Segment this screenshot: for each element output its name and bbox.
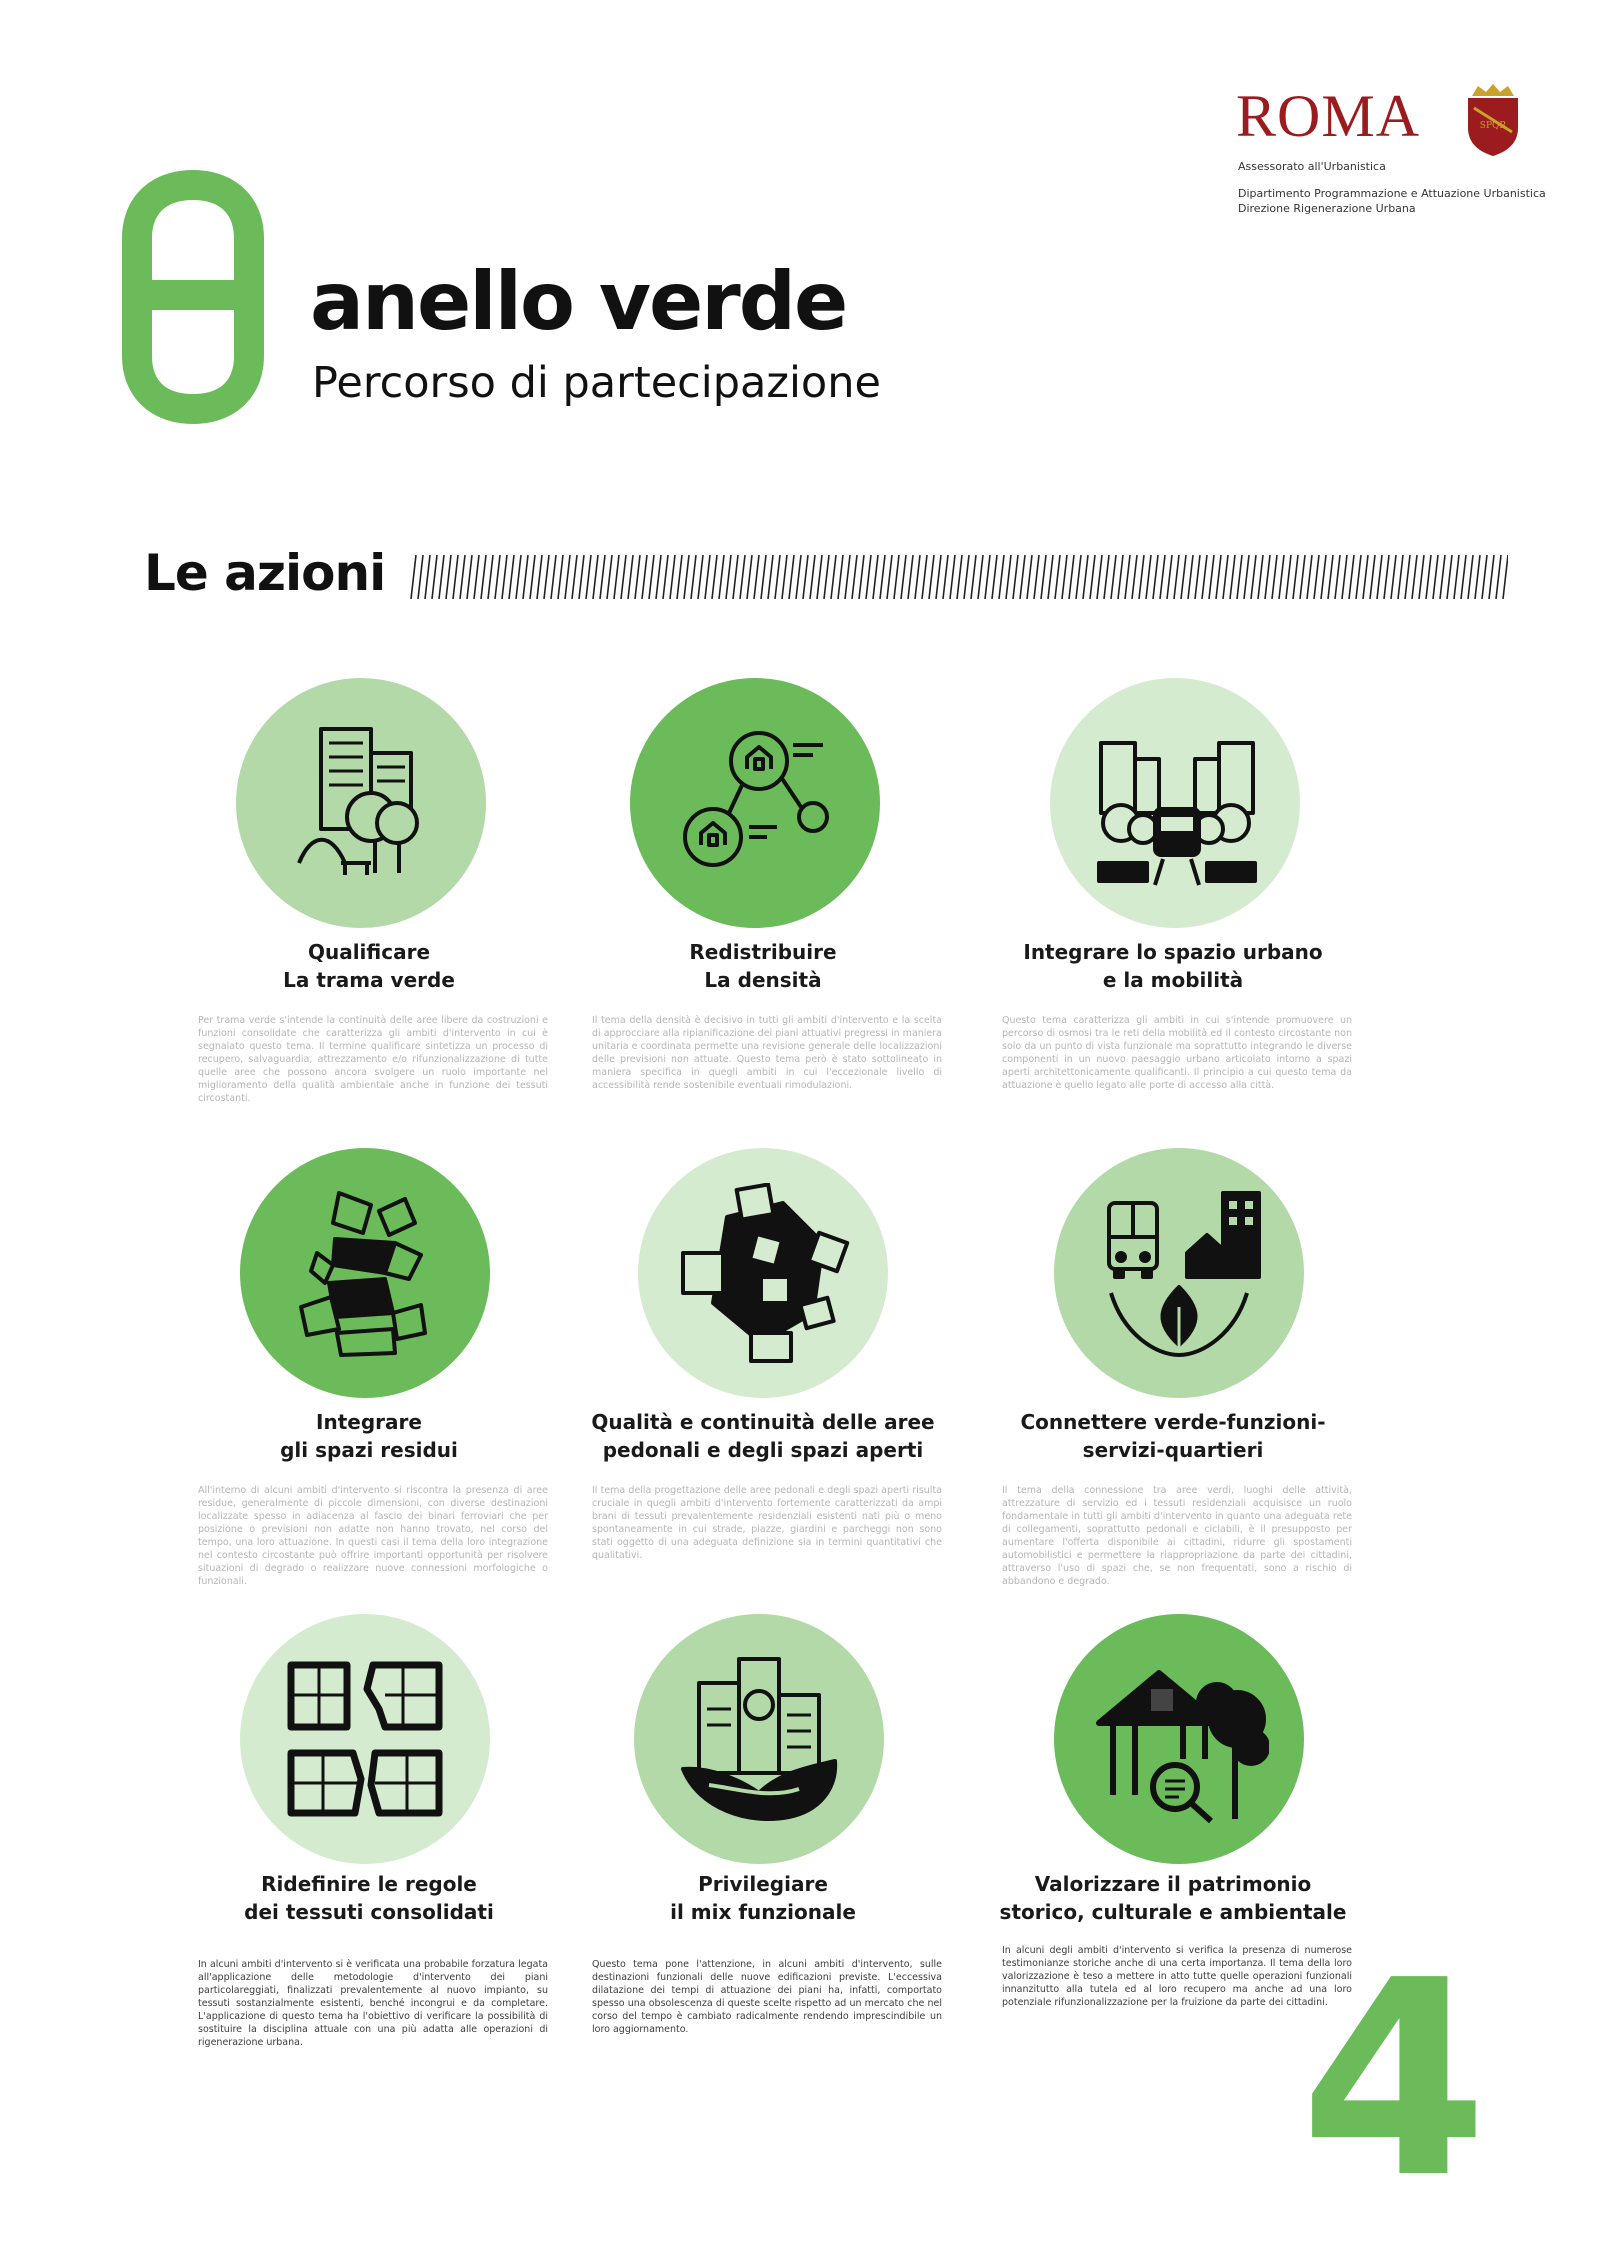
roma-assessorato: Assessorato all'Urbanistica [1238, 160, 1386, 173]
action-title: Integrare lo spazio urbano e la mobilità [1023, 940, 1323, 992]
action-description: Per trama verde s'intende la continuità delle aree libere da costruzioni e funzioni consolidate che caratterizza gli ambiti d'intervento in cui è segnalato questo tema. Il termine qualificare sintetizza un processo di recupero, salvaguardia, attrezzamento e/o rifunzionalizzazione di tutte quelle aree che possono ancora svolgere un ruolo importante nel miglioramento della qualità ambientale anche in funzione dei tessuti circostanti. [198, 1015, 548, 1104]
action-title: Ridefinire le regole dei tessuti consolidati [244, 1872, 494, 1924]
action-description: Il tema della progettazione delle aree pedonali e degli spazi aperti risulta cruciale in quegli ambiti d'intervento fortemente caratterizzati da ampi brani di tessuti prevalentemente residenziali esistenti nati più o meno spontaneamente in cui strade, piazze, giardini e parcheggi non sono stati oggetto di una adeguata definizione sia in termini quantitativi che qualitativi. [592, 1485, 942, 1561]
hatch-divider [410, 555, 1508, 599]
roma-direzione: Direzione Rigenerazione Urbana [1238, 202, 1416, 215]
roma-crest-icon [1464, 82, 1522, 156]
action-title: Privilegiare il mix funzionale [670, 1872, 856, 1924]
open-spaces-icon [638, 1148, 888, 1398]
action-description: Il tema della connessione tra aree verdi, luoghi delle attività, attrezzature di servizio ed i tessuti residenziali acquisisce un ruolo fondamentale in tutti gli ambiti d'intervento in quanto una adeguata rete di collegamenti, soprattutto pedonali e ciclabili, è il presupposto per aumentare l'offerta disponibile ai cittadini, ridurre gli spostamenti automobilistici e permettere la riappropriazione da parte dei cittadini, attraverso l'uso di spazi che, se non frequentati, sono a rischio di abbandono e degrado. [1002, 1485, 1352, 1587]
svg-text:SPQR: SPQR [1479, 121, 1507, 131]
roma-dipartimento: Dipartimento Programmazione e Attuazione Urbanistica [1238, 187, 1546, 200]
action-description: In alcuni ambiti d'intervento si è verificata una probabile forzatura legata all'applicazione delle metodologie d'intervento dei piani particolareggiati, finalizzati prevalentemente al nuovo impianto, su tessuti sostanzialmente esistenti, benché incongrui e da completare. L'applicazione di questo tema ha l'obiettivo di verificare la possibilità di sostituire la disciplina attuale con una più adatta alle operazioni di rigenerazione urbana. [198, 1959, 548, 2048]
heritage-search-icon [1054, 1614, 1304, 1864]
roma-wordmark: ROMA [1236, 83, 1421, 149]
page-number: 4 [1300, 1922, 1488, 2237]
action-description: Questo tema caratterizza gli ambiti in cui s'intende promuovere un percorso di osmosi tra le reti della mobilità ed il contesto circostante non solo da un punto di vista funzionale ma soprattutto integrando le diverse componenti in un nuovo paesaggio urbano articolato intorno a spazi aperti architettonicamente qualificanti. Il principio a cui questo tema da attuazione è quello legato alle porte di accesso alla città. [1002, 1015, 1352, 1091]
park-city-icon [236, 678, 486, 928]
action-title: Valorizzare il patrimonio storico, culturale e ambientale [999, 1872, 1347, 1924]
action-title: Connettere verde-funzioni- servizi-quartieri [1020, 1410, 1326, 1462]
action-title: Integrare gli spazi residui [280, 1410, 458, 1462]
bus-house-leaf-icon [1054, 1148, 1304, 1398]
action-title: Qualità e continuità delle aree pedonali e degli spazi aperti [591, 1410, 935, 1462]
action-description: Il tema della densità è decisivo in tutti gli ambiti d'intervento e la scelta di approcciare alla ripianificazione dei piani attuativi pregressi in maniera unitaria e coordinata permette una revisione generale delle localizzazioni delle previsioni non attuate. Questo tema però è stato sottolineato in maniera specifica in quegli ambiti in cui l'eccezionale livello di accessibilità rende sostenibile eventuali rimodulazioni. [592, 1015, 942, 1091]
brand-title: anello verde [310, 255, 847, 348]
action-title: Redistribuire La densità [689, 940, 837, 992]
city-tram-icon [1050, 678, 1300, 928]
anello-verde-logo-icon [122, 170, 264, 424]
city-blocks-icon [240, 1614, 490, 1864]
action-description: Questo tema pone l'attenzione, in alcuni ambiti d'intervento, sulle destinazioni funzionali delle nuove edificazioni previste. L'eccessiva dilatazione dei tempi di attuazione dei piani ha, infatti, comportato spesso una obsolescenza di queste scelte rispetto ad un mercato che nel corso del tempo è cambiato radicalmente rendendo imprescindibile un loro aggiornamento. [592, 1959, 942, 2035]
action-description: All'interno di alcuni ambiti d'intervento si riscontra la presenza di aree residue, generalmente di piccole dimensioni, con diverse destinazioni localizzate spesso in adiacenza al fascio dei binari ferroviari che per posizione o previsioni non adatte non hanno trovato, nel corso del tempo, una loro attuazione. In questi casi il tema della loro integrazione nel contesto circostante può offrire importanti opportunità per risolvere situazioni di degrado o realizzare nuove connessioni morfologiche o funzionali. [198, 1485, 548, 1587]
action-description: In alcuni degli ambiti d'intervento si verifica la presenza di numerose testimonianze storiche anche di una certa importanza. Il tema della loro valorizzazione è teso a mettere in atto tutte quelle operazioni funzionali innanzitutto alla tutela ed al loro recupero ma anche ad una loro potenziale rifunzionalizzazione per la fruizione da parte dei cittadini. [1002, 1945, 1352, 2008]
action-title: Qualificare La trama verde [283, 940, 455, 992]
density-network-icon [630, 678, 880, 928]
mixed-use-city-icon [634, 1614, 884, 1864]
brand-subtitle: Percorso di partecipazione [312, 358, 881, 408]
residual-spaces-icon [240, 1148, 490, 1398]
section-title: Le azioni [144, 544, 386, 602]
